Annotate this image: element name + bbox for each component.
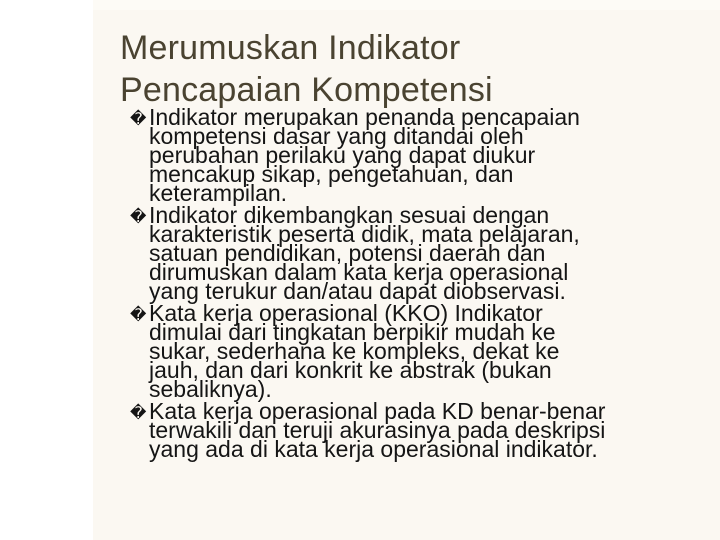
panel-top-strip	[93, 0, 720, 10]
bullet-marker-icon: �	[130, 109, 147, 128]
bullet-line: satuan pendidikan, potensi daerah dan	[149, 240, 546, 266]
bullet-line: Kata kerja operasional (KKO) Indikator	[149, 300, 543, 326]
bullet-line: mencakup sikap, pengetahuan, dan	[149, 161, 514, 187]
bullet-line: keterampilan.	[149, 180, 288, 206]
bullet-marker-icon: �	[130, 207, 147, 226]
bullet-line: sebaliknya).	[149, 376, 272, 402]
bullet-line: sukar, sederhana ke kompleks, dekat ke	[149, 338, 560, 364]
bullet-text	[149, 104, 705, 206]
bullet-text	[149, 202, 705, 304]
bullet-line: karakteristik peserta didik, mata pelajaran,	[149, 221, 580, 247]
bullet-line: Indikator dikembangkan sesuai dengan	[149, 202, 550, 228]
bullet-item	[130, 202, 705, 304]
bullet-line: terwakili dan teruji akurasinya pada deskripsi	[149, 417, 606, 443]
bullet-text	[149, 300, 705, 402]
slide-title	[120, 27, 493, 111]
bullet-marker-icon: �	[130, 403, 147, 422]
slide-title-line-2: Pencapaian Kompetensi	[120, 71, 493, 109]
bullet-line: kompetensi dasar yang ditandai oleh	[149, 123, 524, 149]
bullet-line: Indikator merupakan penanda pencapaian	[149, 104, 580, 130]
bullet-line: jauh, dan dari konkrit ke abstrak (bukan	[149, 357, 552, 383]
bullet-item	[130, 398, 705, 462]
bullet-marker-icon: �	[130, 305, 147, 324]
bullet-item	[130, 104, 705, 206]
bullet-line: yang ada di kata kerja operasional indikator.	[149, 436, 598, 462]
bullet-line: dimulai dari tingkatan berpikir mudah ke	[149, 319, 556, 345]
bullet-line: dirumuskan dalam kata kerja operasional	[149, 259, 569, 285]
bullet-item	[130, 300, 705, 402]
slide-title-line-1: Merumuskan Indikator	[120, 29, 461, 67]
bullet-line: perubahan perilaku yang dapat diukur	[149, 142, 536, 168]
bullet-line: Kata kerja operasional pada KD benar-benar	[149, 398, 606, 424]
bullet-text	[149, 398, 705, 462]
bullet-list	[130, 104, 705, 462]
bullet-line: yang terukur dan/atau dapat diobservasi.	[149, 278, 566, 304]
